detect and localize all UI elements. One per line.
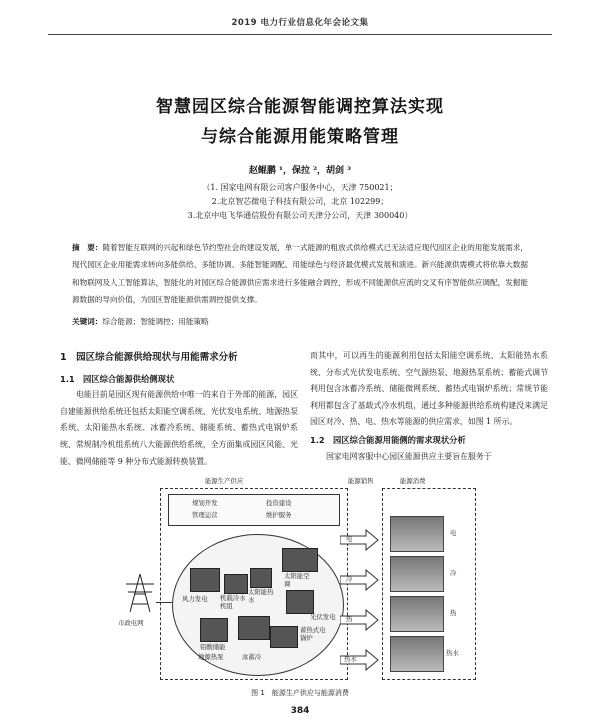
consumer-electric-image xyxy=(390,516,444,552)
grid-connector xyxy=(156,602,172,603)
right-paragraph-1: 而其中，可以再生的能源利用包括太阳能空调系统、太阳能热水系统、分布式光伏发电系统、空气源热泵、地源热泵系统；蓄能式调节利用包含冰蓄冷系统、储能微网系统、蓄热式电锅炉系统；常规节能利用都包含了基载式冷水机组，通过多种能源供给系统构建没来满足园区对冷、热、电、热水等能源的供应需求，如图 1 所示。 xyxy=(310,351,548,427)
label-pv: 光伏发电 xyxy=(310,613,336,621)
page-number: 384 xyxy=(290,706,310,716)
solar-ac-photo xyxy=(282,548,318,572)
label-solar-hot: 太阳能热水 xyxy=(248,588,274,604)
box-maintain: 维护服务 xyxy=(266,511,292,519)
consumer-label-heat: 热 xyxy=(450,609,457,617)
box-invest: 投资建设 xyxy=(266,499,292,507)
label-ground: 地源热泵 xyxy=(198,653,224,661)
header-sale: 能源销售 xyxy=(348,477,374,485)
wind-photo xyxy=(190,568,220,592)
box-plan: 规划开发 xyxy=(192,499,218,507)
output-hotwater: 热水 xyxy=(344,655,357,663)
power-tower-icon xyxy=(120,572,160,616)
ice-photo xyxy=(238,616,270,640)
section-1-2-paragraph: 国家电网客服中心园区能源供应主要旨在服务于 xyxy=(326,451,492,461)
keywords-text: 综合能源；智能调控；用能策略 xyxy=(102,317,209,326)
solar-hot-photo xyxy=(250,568,272,588)
abstract xyxy=(72,239,528,308)
section-1-heading: 1 园区综合能源供给现状与用能需求分析 xyxy=(60,352,238,363)
consumer-label-cold: 冷 xyxy=(450,569,457,577)
authors: 赵鲲鹏 ¹，保拉 ²，胡剑 ³ xyxy=(248,166,352,176)
label-chiller: 机载冷水机组 xyxy=(220,594,246,610)
keywords-label: 关键词： xyxy=(72,317,103,326)
running-header: 2019 电力行业信息化年会论文集 xyxy=(231,18,369,28)
right-column xyxy=(310,348,548,465)
consumer-cold-image xyxy=(390,556,444,592)
affiliation-3: 3.北京中电飞华通信股份有限公司天津分公司，天津 300040） xyxy=(187,211,413,220)
section-1-1-heading: 1.1 园区综合能源供给侧现状 xyxy=(60,373,175,384)
output-cold: 冷 xyxy=(346,575,353,583)
output-heat: 热 xyxy=(346,615,353,623)
label-ice: 冰蓄冷 xyxy=(242,653,262,661)
abstract-label: 摘 要： xyxy=(72,243,103,252)
abstract-text: 随着智能互联网的兴起和绿色节约型社会的建设发展，单一式能源的粗放式供给模式已无法适应现代园区企业的用能发展需求，现代园区企业用能需求转向多能供给、多能协调、多能智能调配、用能绿色与经济最优模式发展和演进。新兴能源供需模式将依靠大数据和物联网及人工智能算法，智能化的对园区综合能源供应需求进行多能融合调控，形成不同能源供应流的交叉有序智能供应调配，发掘能源数据的导向价值，为园区智能能源供需调控提供支撑。 xyxy=(72,243,528,304)
consumer-label-electric: 电 xyxy=(450,529,457,537)
section-1-2-heading: 1.2 园区综合能源用能侧的需求现状分析 xyxy=(310,434,466,445)
output-electric: 电 xyxy=(346,535,353,543)
storage-photo xyxy=(200,618,228,642)
consumer-hotwater-image xyxy=(390,636,444,672)
label-solar-ac: 太阳能空调 xyxy=(284,572,310,588)
paper-title-line2: 与综合能源用能策略管理 xyxy=(201,127,399,147)
consumer-label-hotwater: 热水 xyxy=(446,649,459,657)
label-grid: 市政电网 xyxy=(118,619,144,627)
keywords xyxy=(72,316,528,328)
affiliation-1: （1. 国家电网有限公司客户服务中心，天津 750021； xyxy=(202,183,398,192)
header-supply: 能源生产供应 xyxy=(205,477,244,485)
left-column xyxy=(60,350,298,470)
label-boiler: 蓄热式电锅炉 xyxy=(300,626,326,642)
header-consume: 能源消费 xyxy=(400,477,426,485)
chiller-photo xyxy=(224,574,248,594)
figure-1 xyxy=(120,476,476,681)
section-1-1-paragraph: 电能目前是园区现有能源供给中唯一的来自于外部的能源，园区自建能源供给系统还包括太阳能空调系统、光伏发电系统、地源热泵系统、太阳能热水系统、冰蓄冷系统、储能系统、蓄热式电锅炉系统、常规制冷机组系统八大能源供给系统，全方面集成园区风能、光能、微网储能等 9 种分布式能源转换装置。 xyxy=(60,390,298,466)
consumer-heat-image xyxy=(390,596,444,632)
box-manage: 管理运营 xyxy=(192,511,218,519)
paper-title-line1: 智慧园区综合能源智能调控算法实现 xyxy=(156,97,444,117)
label-storage: 铅酸储能 xyxy=(200,643,226,651)
boiler-photo xyxy=(270,626,298,648)
affiliation-2: 2.北京智芯微电子科技有限公司，北京 102299； xyxy=(211,197,389,206)
figure-caption: 图 1 能源生产供应与能源消费 xyxy=(251,689,349,697)
label-wind: 风力发电 xyxy=(182,595,208,603)
pv-photo xyxy=(286,590,314,614)
header-rule xyxy=(48,34,552,35)
